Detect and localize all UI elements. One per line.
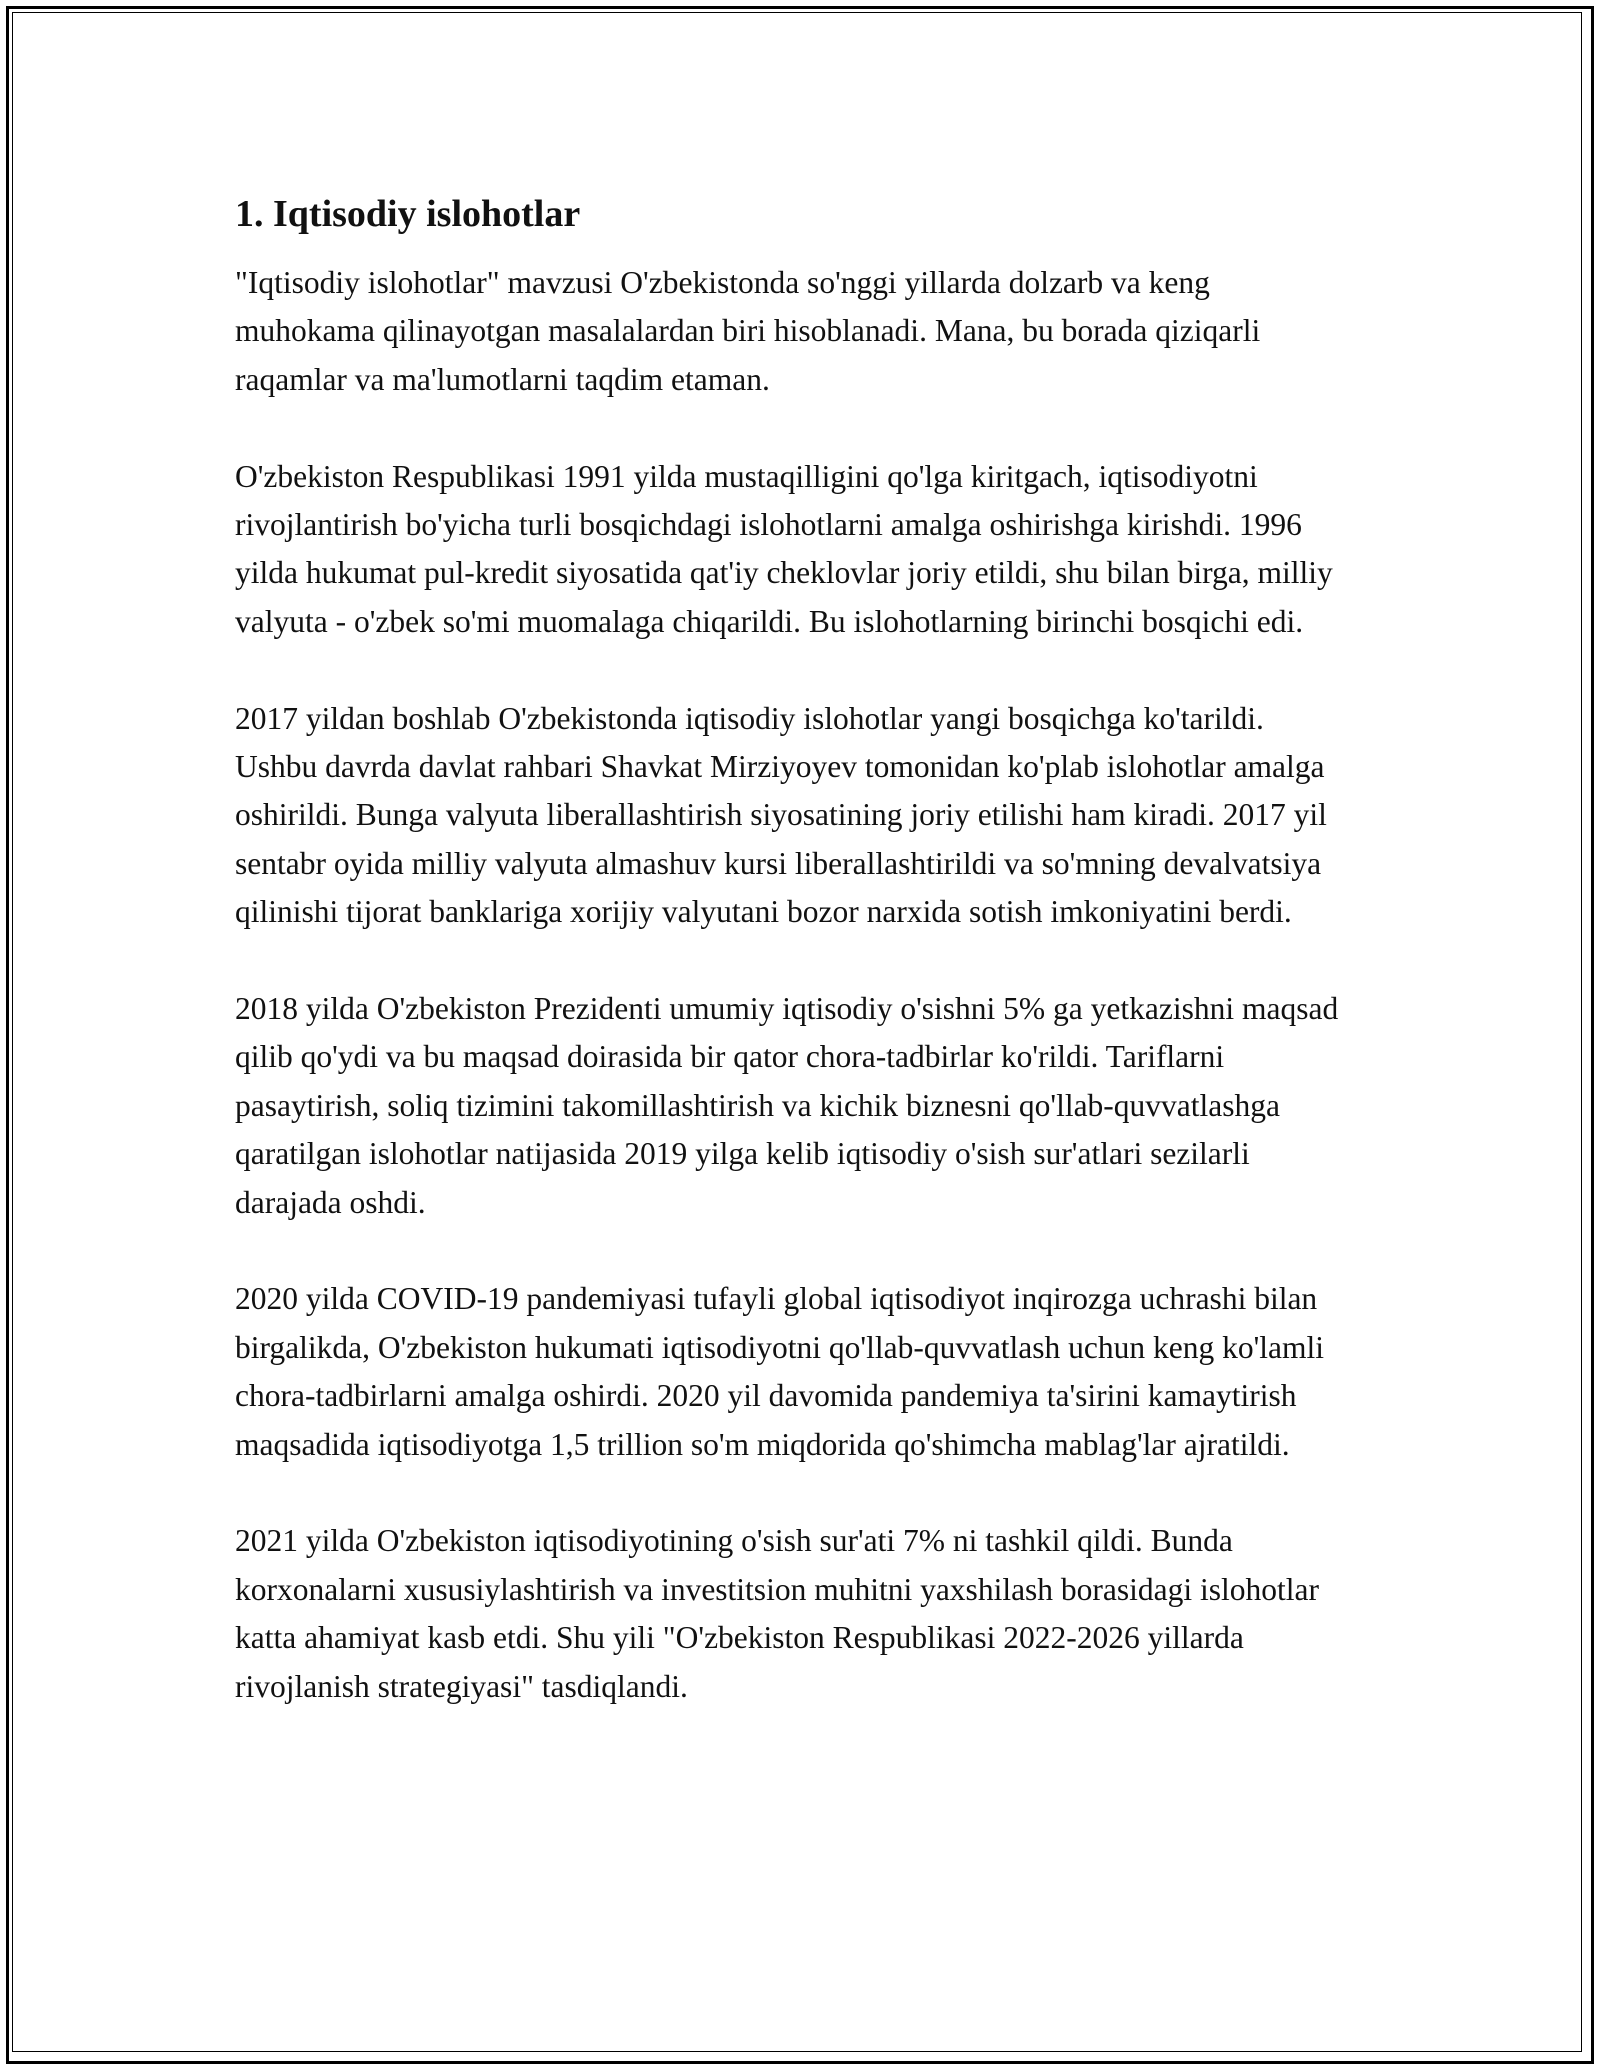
- paragraph-intro: "Iqtisodiy islohotlar" mavzusi O'zbekistonda so'nggi yillarda dolzarb va keng muhokama qilinayotgan masalalardan biri hisoblanadi. Mana, bu borada qiziqarli raqamlar va ma'lumotlarni taqdim etaman.: [235, 265, 1261, 397]
- document-body: [235, 180, 1345, 1760]
- section-heading: 1. Iqtisodiy islohotlar: [235, 193, 581, 235]
- paragraph-2018: 2018 yilda O'zbekiston Prezidenti umumiy iqtisodiy o'sishni 5% ga yetkazishni maqsad qilib qo'ydi va bu maqsad doirasida bir qator chora-tadbirlar ko'rildi. Tariflarni pasaytirish, soliq tizimini takomillashtirish va kichik biznesni qo'llab-quvvatlashga qaratilgan islohotlar natijasida 2019 yilga kelib iqtisodiy o'sish sur'atlari sezilarli darajada oshdi.: [235, 991, 1339, 1220]
- paragraph-2020: 2020 yilda COVID-19 pandemiyasi tufayli global iqtisodiyot inqirozga uchrashi bilan birgalikda, O'zbekiston hukumati iqtisodiyotni qo'llab-quvvatlash uchun keng ko'lamli chora-tadbirlarni amalga oshirdi. 2020 yil davomida pandemiya ta'sirini kamaytirish maqsadida iqtisodiyotga 1,5 trillion so'm miqdorida qo'shimcha mablag'lar ajratildi.: [235, 1281, 1325, 1462]
- paragraph-2021: 2021 yilda O'zbekiston iqtisodiyotining o'sish sur'ati 7% ni tashkil qildi. Bunda korxonalarni xususiylashtirish va investitsion muhitni yaxshilash borasidagi islohotlar katta ahamiyat kasb etdi. Shu yili "O'zbekiston Respublikasi 2022-2026 yillarda rivojlanish strategiyasi" tasdiqlandi.: [235, 1523, 1320, 1704]
- paragraph-2017: 2017 yildan boshlab O'zbekistonda iqtisodiy islohotlar yangi bosqichga ko'tarildi. Ushbu davrda davlat rahbari Shavkat Mirziyoyev tomonidan ko'plab islohotlar amalga oshirildi. Bunga valyuta liberallashtirish siyosatining joriy etilishi ham kiradi. 2017 yil sentabr oyida milliy valyuta almashuv kursi liberallashtirildi va so'mning devalvatsiya qilinishi tijorat banklariga xorijiy valyutani bozor narxida sotish imkoniyatini berdi.: [235, 700, 1327, 930]
- paragraph-independence: O'zbekiston Respublikasi 1991 yilda mustaqilligini qo'lga kiritgach, iqtisodiyotni rivojlantirish bo'yicha turli bosqichdagi islohotlarni amalga oshirishga kirishdi. 1996 yilda hukumat pul-kredit siyosatida qat'iy cheklovlar joriy etildi, shu bilan birga, milliy valyuta - o'zbek so'mi muomalaga chiqarildi. Bu islohotlarning birinchi bosqichi edi.: [235, 458, 1333, 639]
